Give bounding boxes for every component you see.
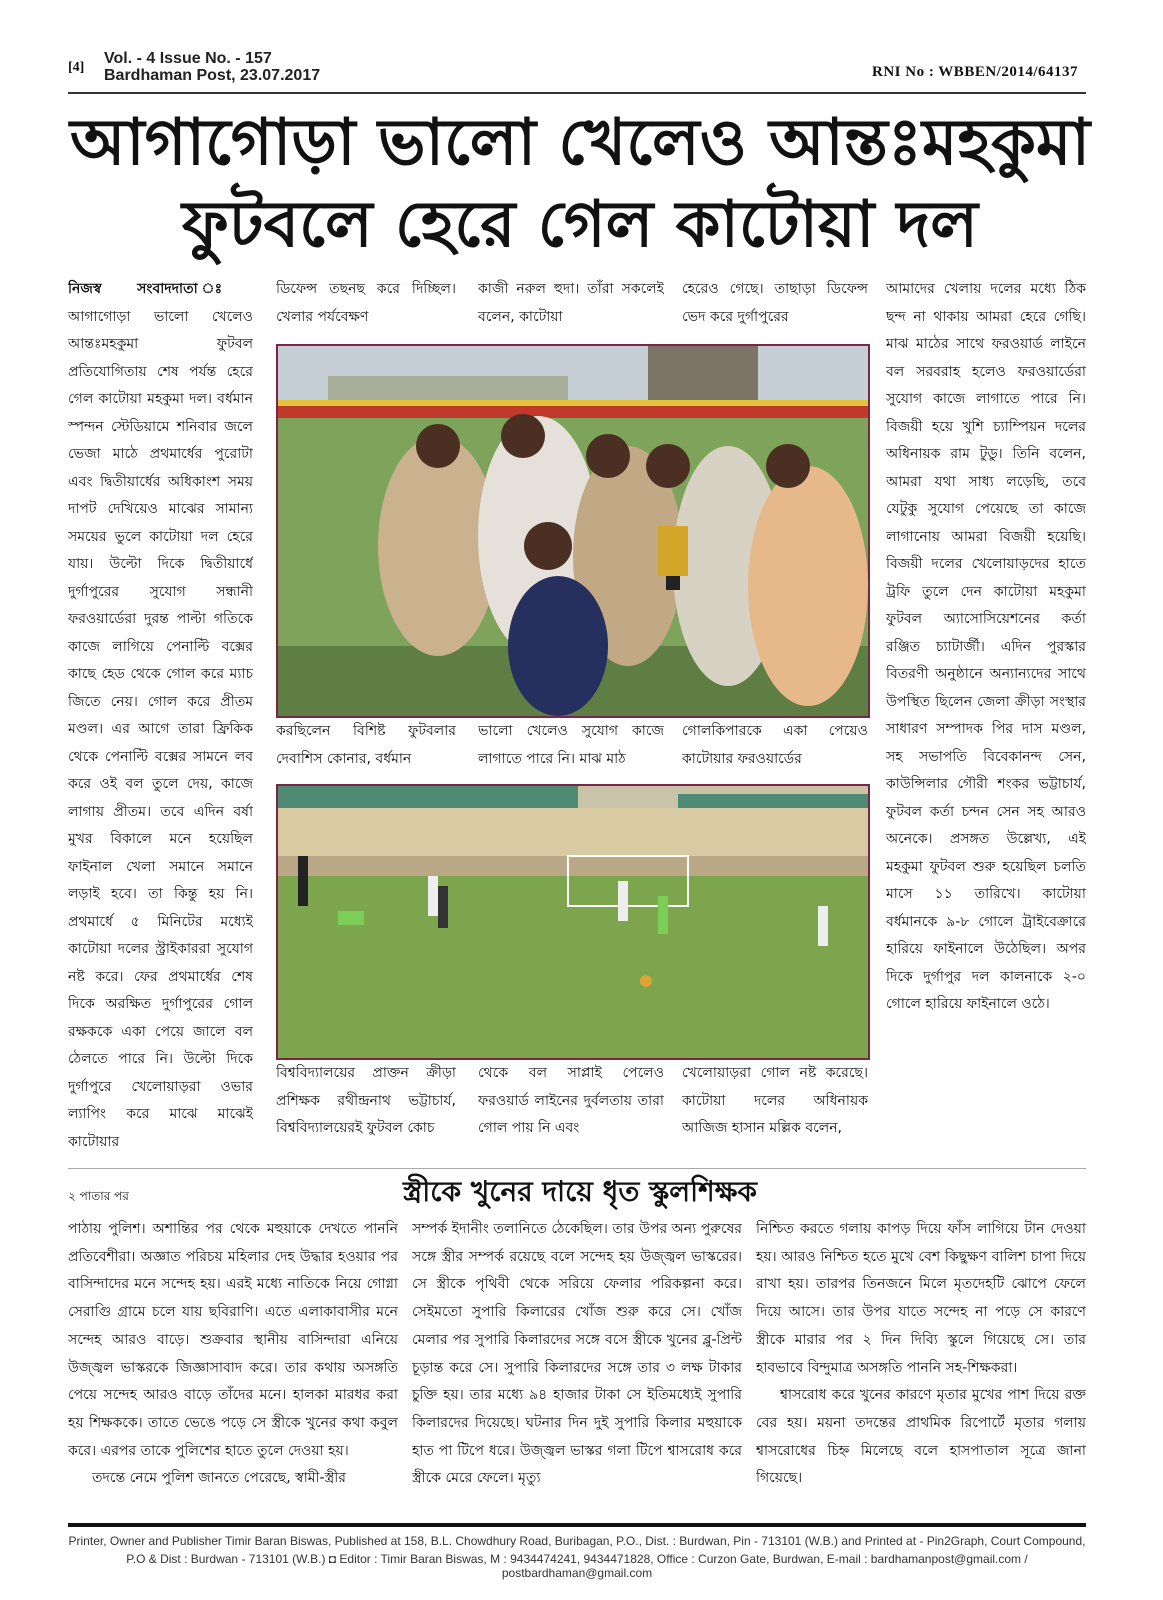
article-text: আগাগোড়া ভালো খেলেও আন্তঃমহকুমা ফুটবল প্রতিযোগিতায় শেষ পর্যন্ত হেরে গেল কাটোয়া মহকুমা দল। বর্ধমান স্পন্দন স্টেডিয়ামে শনিবার জলে ভেজা মাঠে প্রথমার্ধের পুরোটা এবং দ্বিতীয়ার্ধের অধিকাংশ সময় দাপট দেখিয়েও মাঝের সামান্য সময়ের ভুলে কাটোয়া দল হেরে যায়। উল্টো দিকে দ্বিতীয়ার্ধে দুর্গাপুরের সুযোগ সন্ধানী ফরওয়ার্ডেরা দুরন্ত পাল্টা গতিকে কাজে লাগিয়ে পেনাল্টি বক্সের কাছে হেড থেকে গোল করে ম্যাচ জিতে নেয়। গোল করে প্রীতম মণ্ডল। এর আগে তারা ফ্রিকিক থেকে পেনাল্টি বক্সের সামনে লব করে ওই বল তুলে দেয়, কাজে লাগায় প্রীতম। তবে এদিন বর্ষা মুখর বিকালে মনে হয়েছিল ফাইনাল খেলা সমানে সমানে লড়াই হবে। তা কিন্তু হয় নি। প্রথমার্ধে ৫ মিনিটের মধ্যেই কাটোয়া দলের স্ট্রাইকাররা সুযোগ নষ্ট করে। ফের প্রথমার্ধের শেষ দিকে অরক্ষিত দুর্গাপুরের গোল রক্ষককে একা পেয়ে জালে বল ঠেলতে পারে নি। উল্টো দিকে দুর্গাপুরে খেলোয়াড়রা ওভার ল্যাপিং করে মাঝে মাঝেই কাটোয়ার xyxy=(68,308,253,1150)
imprint-line-2: P.O & Dist : Burdwan - 713101 (W.B.) ◘ Editor : Timir Baran Biswas, M : 9434474241, 9434471828, Office : Curzon Gate, Burdwan, E-mail : bardhamanpost@gmail.com / postbardhaman@gmail.com xyxy=(126,1552,1028,1580)
issue-info xyxy=(104,50,320,84)
volume-line: Vol. - 4 Issue No. - 157 xyxy=(104,50,272,67)
article-column-3-top: কাজী নরুল হুদা। তাঁরা সকলেই বলেন, কাটোয়া xyxy=(478,281,664,325)
article-column-4-top: হেরেও গেছে। তাছাড়া ডিফেন্স ভেদ করে দুর্গাপুরের xyxy=(682,281,868,325)
article-column-5: আমাদের খেলায় দলের মধ্যে ঠিক ছন্দ না থাকায় আমরা হেরে গেছি। মাঝ মাঠের সাথে ফরওয়ার্ড লাইনে বল সরবরাহ হলেও ফরওয়ার্ডেরা সুযোগ কাজে লাগাতে পারে নি। বিজয়ী হয়ে খুশি চ্যাম্পিয়ন দলের অধিনায়ক রাম টুডু। তিনি বলেন, আমরা যথা সাধ্য লড়েছি, তবে যেটুকু সুযোগ পেয়েছে তা কাজে লাগানোয় আমরা বিজয়ী হয়েছি। বিজয়ী দলের খেলোয়াড়দের হাতে ট্রফি তুলে দেন কাটোয়া মহকুমা ফুটবল অ্যাসোসিয়েশনের কর্তা রঞ্জিত চ্যাটার্জী। এদিন পুরস্কার বিতরণী অনুষ্ঠানে অন্যান্যদের সাথে উপস্থিত ছিলেন জেলা ক্রীড়া সংস্থার সাধারণ সম্পাদক পির দাস মণ্ডল, সহ সভাপতি বিবেকানন্দ সেন, কাউন্সিলার গৌরী শংকর ভট্টাচার্য, ফুটবল কর্তা চন্দন সেন সহ আরও অনেকে। প্রসঙ্গত উল্লেখ্য, এই মহকুমা ফুটবল শুরু হয়েছিল চলতি মাসে ১১ তারিখে। কাটোয়া বর্ধমানকে ৯-৮ গোলে ট্রাইবেক্রারে হারিয়ে ফাইনালে উঠেছিল। অপর দিকে দুর্গাপুর দল কালনাকে ২-০ গোলে হারিয়ে ফাইনালে ওঠে। xyxy=(886,281,1086,1012)
article-column-3-mid: ভালো খেলেও সুযোগ কাজে লাগাতে পারে নি। মাঝ মাঠ xyxy=(478,723,664,767)
headline-line-1: আগাগোড়া ভালো খেলেও আন্তঃমহকুমা xyxy=(69,106,1091,180)
second-column-3 xyxy=(756,1216,1086,1520)
footer-rule xyxy=(68,1523,1086,1527)
second-headline: স্ত্রীকে খুনের দায়ে ধৃত স্কুলশিক্ষক xyxy=(402,1175,758,1208)
article-column-2-top: ডিফেন্স তছনছ করে দিচ্ছিল। খেলার পর্যবেক্ষণ xyxy=(276,281,456,325)
article-column-2-bottom: বিশ্ববিদ্যালয়ের প্রাক্তন ক্রীড়া প্রশিক্ষক রথীন্দ্রনাথ ভট্টাচার্য, বিশ্ববিদ্যালয়েরই ফুটবল কোচ xyxy=(276,1065,456,1136)
second-column-2: সম্পর্ক ইদানীং তলানিতে ঠেকেছিল। তার উপর অন্য পুরুষের সঙ্গে স্ত্রীর সম্পর্ক রয়েছে বলে সন্দেহ হয় উজ্জ্বল ভাস্করের। সে স্ত্রীকে পৃথিবী থেকে সরিয়ে ফেলার পরিকল্পনা করে। সেইমতো সুপারি কিলারের খোঁজ শুরু করে সে। খোঁজ মেলার পর সুপারি কিলারদের সঙ্গে বসে স্ত্রীকে খুনের ব্লু-প্রিন্ট চূড়ান্ত করে সে। সুপারি কিলারদের সঙ্গে তার ৩ লক্ষ টাকার চুক্তি হয়। তার মধ্যে ৯৪ হাজার টাকা সে ইতিমধ্যেই সুপারি কিলারদের দিয়েছে। ঘটনার দিন দুই সুপারি কিলার মহুয়াকে হাত পা টিপে ধরে। উজ্জ্বল ভাস্কর গলা টিপে শ্বাসরোধ করে স্ত্রীকে মেরে ফেলে। মৃত্যু xyxy=(412,1221,742,1487)
article-column-4-bottom: খেলোয়াড়রা গোল নষ্ট করেছে। কাটোয়া দলের অধিনায়ক আজিজ হাসান মল্লিক বলেন, xyxy=(682,1065,868,1136)
continued-from: ২ পাতার পর xyxy=(68,1189,129,1203)
imprint-line-1: Printer, Owner and Publisher Timir Baran Biswas, Published at 158, B.L. Chowdhury Road, Buribagan, P.O., Dist. : Burdwan, Pin - 713101 (W.B.) and Printed at - Pin2Graph, Court Compound, xyxy=(68,1534,1086,1548)
article-column-3-bottom: থেকে বল সাপ্লাই পেলেও ফরওয়ার্ড লাইনের দুর্বলতায় তারা গোল পায় নি এবং xyxy=(478,1065,664,1136)
second-column-1-para-2: তদন্তে নেমে পুলিশ জানতে পেরেছে, স্বামী-স্ত্রীর xyxy=(92,1470,346,1487)
section-divider xyxy=(68,1168,1086,1169)
header-rule xyxy=(68,92,1086,94)
rni-number: RNI No : WBBEN/2014/64137 xyxy=(872,64,1078,80)
byline: নিজস্ব সংবাদদাতা ঃ xyxy=(68,281,253,297)
trophy-photo-image xyxy=(278,346,868,716)
match-photo-image xyxy=(278,786,868,1058)
second-column-3-para-1: নিশ্চিত করতে গলায় কাপড় দিয়ে ফাঁস লাগিয়ে টান দেওয়া হয়। আরও নিশ্চিত হতে মুখে বেশ কিছুক্ষণ বালিশ চাপা দিয়ে রাখা হয়। তারপর তিনজনে মিলে মৃতদেহটি ঝোপে ফেলে দিয়ে আসে। তার উপর যাতে সন্দেহ না পড়ে সে কারণে স্ত্রীকে মারার পর ২ দিন দিব্যি স্কুলে গিয়েছে সে। তার হাবভাবে বিন্দুমাত্র অসঙ্গতি পাননি সহ-শিক্ষকরা। xyxy=(756,1221,1086,1376)
trophy-photo xyxy=(276,344,870,718)
main-headline xyxy=(60,102,1100,266)
article-column-2-mid: করছিলেন বিশিষ্ট ফুটবলার দেবাশিস কোনার, বর্ধমান xyxy=(276,723,456,767)
article-column-4-mid: গোলকিপারকে একা পেয়েও কাটোয়ার ফরওয়ার্ডের xyxy=(682,723,868,767)
article-column-1 xyxy=(68,276,253,1166)
headline-line-2: ফুটবলে হেরে গেল কাটোয়া দল xyxy=(182,188,978,262)
second-column-1 xyxy=(68,1216,398,1520)
second-column-1-para-1: পাঠায় পুলিশ। অশান্তির পর থেকে মহুয়াকে দেখতে পাননি প্রতিবেশীরা। অজ্ঞাত পরিচয় মহিলার দেহ উদ্ধার হওয়ার পর বাসিন্দাদের মনে সন্দেহ হয়। এরই মধ্যে নাতিকে নিয়ে গোগ্না সেরাগুি গ্রামে চলে যায় ছবিরাণি। এতে এলাকাবাসীর মনে সন্দেহ আরও বাড়ে। শুক্রবার স্থানীয় বাসিন্দারা এনিয়ে উজ্জ্বল ভাস্করকে জিজ্ঞাসাবাদ করে। তার কথায় অসঙ্গতি পেয়ে সন্দেহ আরও বাড়ে তাঁদের মনে। হালকা মারধর করা হয় শিক্ষককে। তাতে ভেঙে পড়ে সে স্ত্রীকে খুনের কথা কবুল করে। এরপর তাকে পুলিশের হাতে তুলে দেওয়া হয়। xyxy=(68,1221,398,1459)
paper-date-line: Bardhaman Post, 23.07.2017 xyxy=(104,67,321,84)
match-photo xyxy=(276,784,870,1060)
page-number: [4] xyxy=(68,60,85,75)
second-column-3-para-2: শ্বাসরোধ করে খুনের কারণে মৃতার মুখের পাশ দিয়ে রক্ত বের হয়। ময়না তদন্তের প্রাথমিক রিপোর্টে মৃতার গলায় শ্বাসরোধের চিহ্ন মিলেছে বলে হাসপাতাল সূত্রে জানা গিয়েছে। xyxy=(756,1387,1086,1487)
